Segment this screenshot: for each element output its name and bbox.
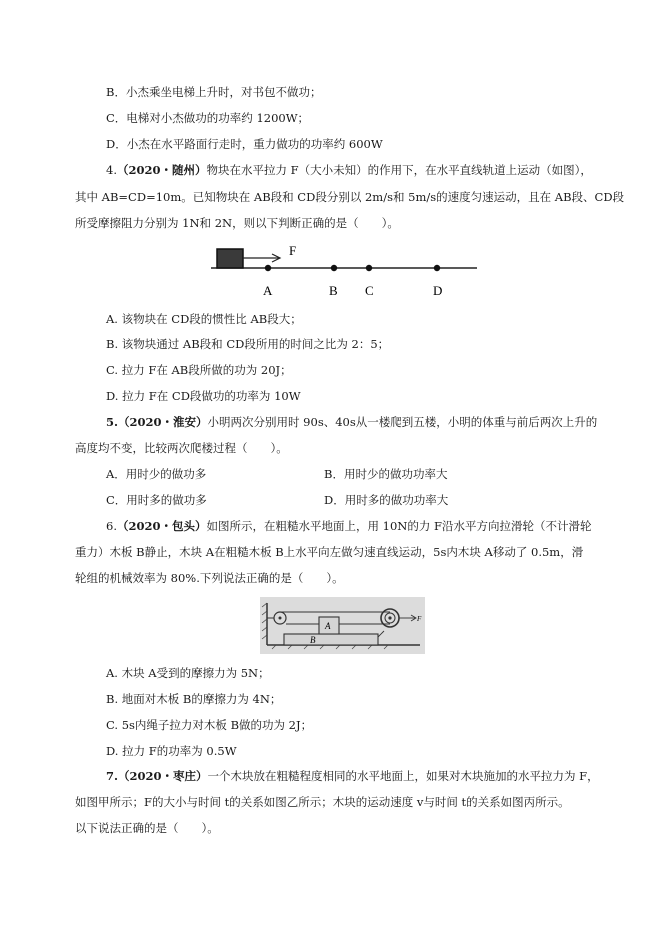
q4-figure (205, 238, 485, 300)
q7-line3: 以下说法正确的是（ ）。 (75, 821, 219, 835)
q4-line3: 所受摩擦阻力分别为 1N和 2N，则以下判断正确的是（ ）。 (75, 216, 399, 230)
q4-option-c: C. 拉力 F在 AB段所做的功为 20J； (106, 363, 292, 377)
q5-source: （2020・淮安） (118, 415, 208, 429)
option-d-prev: D．小杰在水平路面行走时，重力做功的功率约 600W (106, 137, 383, 151)
q5-line1 (106, 414, 597, 430)
q5-number: 5. (106, 415, 119, 429)
point-b (331, 265, 337, 271)
q6-line2: 重力）木板 B静止，木块 A在粗糙木板 B上水平向左做匀速直线运动，5s内木块 A移动了 0.5m，滑 (75, 545, 584, 559)
q7-line1 (106, 768, 599, 784)
q4-text1: 物块在水平拉力 F（大小未知）的作用下，在水平直线轨道上运动（如图）， (206, 163, 592, 177)
q4-number: 4. (106, 163, 117, 177)
q5-line2: 高度均不变，比较两次爬楼过程（ ）。 (75, 441, 288, 455)
q6-option-d: D. 拉力 F的功率为 0.5W (106, 744, 237, 758)
q7-number: 7. (106, 769, 119, 783)
q6-line3: 轮组的机械效率为 80%.下列说法正确的是（ ）。 (75, 571, 344, 585)
label-b: B (329, 283, 338, 298)
q6-figure (260, 597, 425, 654)
label-d: D (433, 283, 443, 298)
q6-option-c: C. 5s内绳子拉力对木板 B做的功为 2J； (106, 718, 313, 732)
q5-option-b: B．用时少的做功功率大 (324, 467, 448, 481)
point-a (265, 265, 271, 271)
board-b (284, 634, 378, 645)
q7-line2: 如图甲所示；F的大小与时间 t的关系如图乙所示；木块的运动速度 v与时间 t的关系如图丙所示。 (75, 795, 570, 809)
q5-option-c: C．用时多的做功多 (106, 493, 207, 507)
board-b-label: B (310, 635, 316, 645)
force-label: F (289, 243, 297, 258)
q6-option-b: B. 地面对木板 B的摩擦力为 4N； (106, 692, 282, 706)
q6-number: 6. (106, 519, 117, 533)
q5-text1: 小明两次分别用时 90s、40s从一楼爬到五楼，小明的体重与前后两次上升的 (207, 415, 598, 429)
block-a-label: A (325, 621, 331, 631)
q4-line1 (106, 162, 592, 178)
q4-option-a: A. 该物块在 CD段的惯性比 AB段大； (106, 312, 302, 326)
q6-option-a: A. 木块 A受到的摩擦力为 5N； (106, 666, 270, 680)
q4-option-d: D. 拉力 F在 CD段做功的功率为 10W (106, 389, 301, 403)
label-c: C (365, 283, 374, 298)
option-b-prev: B．小杰乘坐电梯上升时，对书包不做功； (106, 85, 322, 99)
q4-option-b: B. 该物块通过 AB段和 CD段所用的时间之比为 2：5； (106, 337, 390, 351)
q4-source: （2020・随州） (116, 163, 207, 177)
point-d (434, 265, 440, 271)
q7-text1: 一个木块放在粗糙程度相同的水平地面上，如果对木块施加的水平拉力为 F， (207, 769, 599, 783)
label-a: A (263, 283, 273, 298)
q5-option-a: A．用时少的做功多 (106, 467, 207, 481)
option-c-prev: C．电梯对小杰做功的功率约 1200W； (106, 111, 310, 125)
q6-line1 (106, 518, 591, 534)
q5-option-d: D．用时多的做功功率大 (324, 493, 449, 507)
point-c (366, 265, 372, 271)
q4-line2: 其中 AB=CD=10m。已知物块在 AB段和 CD段分别以 2m/s和 5m/s的速度匀速运动，且在 AB段、CD段 (75, 190, 625, 204)
block (217, 249, 243, 268)
q7-source: （2020・枣庄） (118, 769, 208, 783)
pull-label: F (417, 615, 422, 623)
q6-text1: 如图所示，在粗糙水平地面上，用 10N的力 F沿水平方向拉滑轮（不计滑轮 (206, 519, 592, 533)
q6-source: （2020・包头） (116, 519, 207, 533)
